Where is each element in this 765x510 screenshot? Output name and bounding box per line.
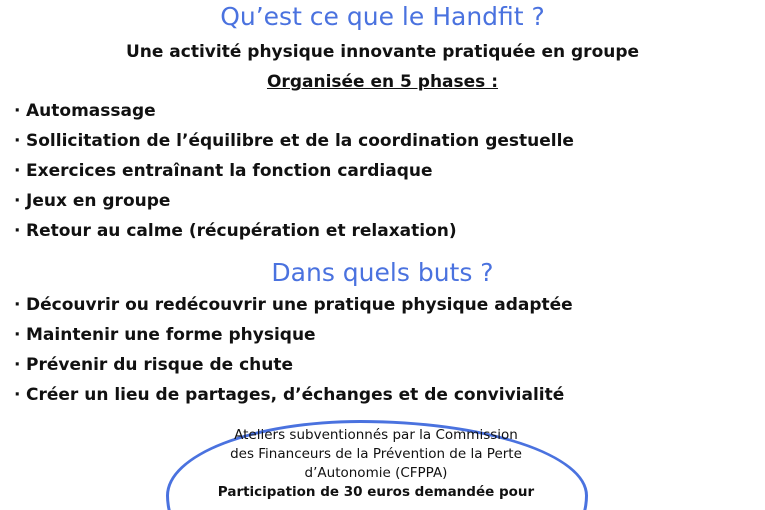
goals-list	[14, 290, 573, 410]
goals-heading: Dans quels buts ?	[271, 258, 494, 287]
bullet-icon: ·	[14, 191, 21, 211]
subtitle: Une activité physique innovante pratiquée en groupe	[125, 42, 640, 62]
phase-text: Retour au calme (récupération et relaxation)	[26, 221, 457, 241]
note-line: des Financeurs de la Prévention de la Perte	[230, 446, 522, 462]
goal-text: Créer un lieu de partages, d’échanges et de convivialité	[26, 385, 565, 405]
list-item	[14, 380, 573, 410]
phase-text: Automassage	[26, 101, 156, 121]
bullet-icon: ·	[14, 131, 21, 151]
note-line-bold: Participation de 30 euros demandée pour	[217, 484, 535, 500]
bullet-icon: ·	[14, 161, 21, 181]
bullet-icon: ·	[14, 355, 21, 375]
list-item	[14, 320, 573, 350]
goal-text: Découvrir ou redécouvrir une pratique physique adaptée	[26, 295, 573, 315]
funding-note	[186, 426, 566, 502]
page-title: Qu’est ce que le Handfit ?	[220, 2, 545, 31]
bullet-icon: ·	[14, 385, 21, 405]
bullet-icon: ·	[14, 295, 21, 315]
list-item	[14, 126, 574, 156]
list-item	[14, 186, 574, 216]
phase-text: Exercices entraînant la fonction cardiaque	[26, 161, 433, 181]
goal-text: Maintenir une forme physique	[26, 325, 316, 345]
bullet-icon: ·	[14, 325, 21, 345]
note-line: Ateliers subventionnés par la Commission	[234, 427, 518, 443]
phases-heading: Organisée en 5 phases :	[266, 72, 499, 92]
bullet-icon: ·	[14, 101, 21, 121]
note-line: d’Autonomie (CFPPA)	[304, 465, 448, 481]
phase-text: Sollicitation de l’équilibre et de la coordination gestuelle	[26, 131, 574, 151]
list-item	[14, 96, 574, 126]
phase-text: Jeux en groupe	[26, 191, 171, 211]
list-item	[14, 156, 574, 186]
list-item	[14, 216, 574, 246]
list-item	[14, 350, 573, 380]
phases-list	[14, 96, 574, 246]
bullet-icon: ·	[14, 221, 21, 241]
goal-text: Prévenir du risque de chute	[26, 355, 294, 375]
list-item	[14, 290, 573, 320]
